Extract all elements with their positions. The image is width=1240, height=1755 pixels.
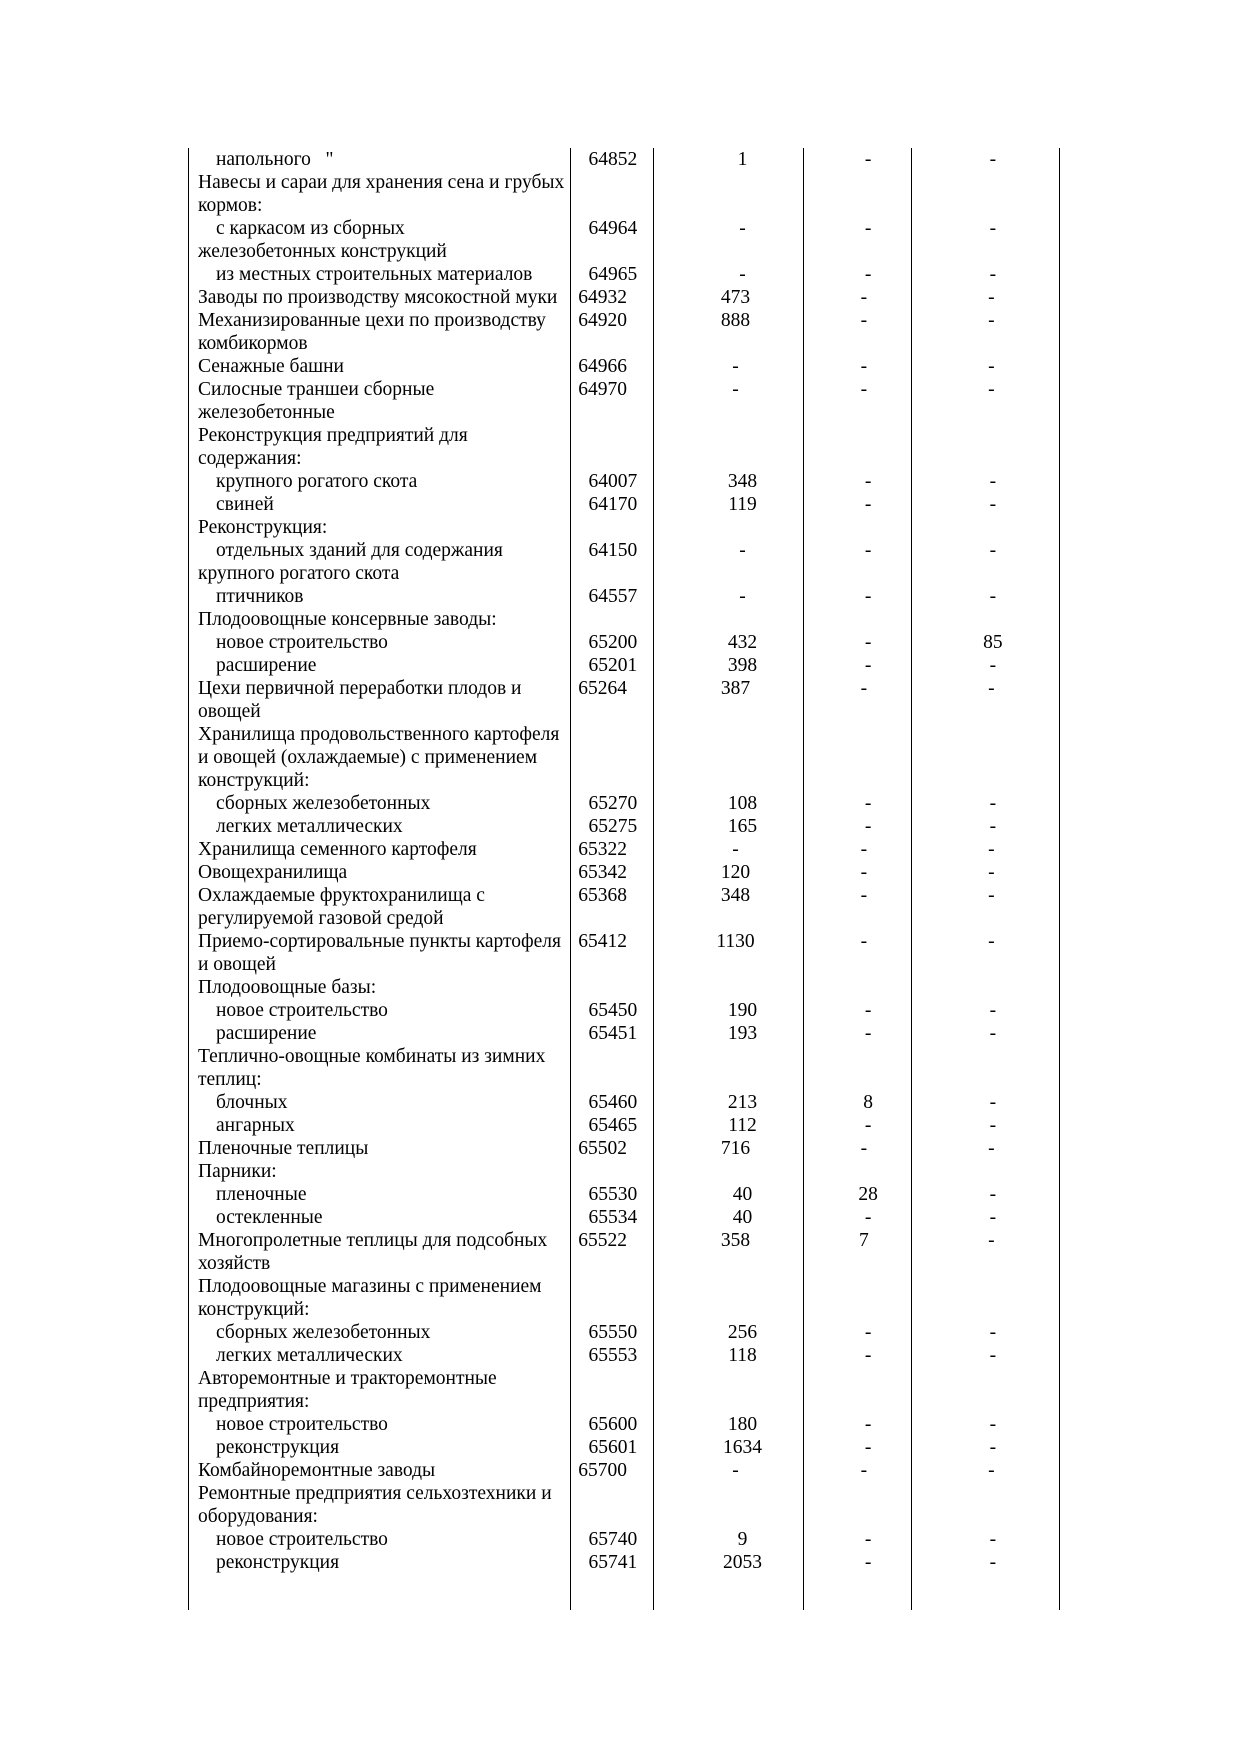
row-value-1: 398 xyxy=(727,655,758,676)
row-code: 64920 xyxy=(578,310,628,331)
table-row xyxy=(188,1114,1065,1137)
row-name xyxy=(188,286,568,309)
row-value-2: - xyxy=(864,1322,872,1343)
table-row xyxy=(188,792,1065,815)
row-code: 65502 xyxy=(578,1138,628,1159)
row-value-3: - xyxy=(988,1138,995,1159)
row-value-3: - xyxy=(989,1023,997,1044)
row-name-text: реконструкция xyxy=(216,1437,340,1458)
row-value-2: - xyxy=(864,1000,872,1021)
row-name-text: Цехи первичной переработки плодов и овощей xyxy=(198,678,527,722)
row-name-text: новое строительство xyxy=(216,1414,388,1435)
table-row xyxy=(188,585,1065,608)
row-name xyxy=(188,1551,579,1574)
row-code: 65451 xyxy=(588,1023,638,1044)
row-value-3: - xyxy=(989,655,997,676)
row-name xyxy=(188,884,568,930)
row-name xyxy=(188,1229,568,1275)
row-name-text: остекленные xyxy=(216,1207,323,1228)
row-value-1: 108 xyxy=(727,793,758,814)
row-value-2: - xyxy=(860,356,868,377)
row-name-text: Пленочные теплицы xyxy=(198,1138,369,1159)
row-name xyxy=(188,1183,579,1206)
row-code: 65741 xyxy=(588,1552,638,1573)
row-name-continuation: железобетонных конструкций xyxy=(198,241,447,262)
row-value-1: 716 xyxy=(720,1138,751,1159)
row-code: 64970 xyxy=(578,379,628,400)
row-name xyxy=(188,930,568,976)
row-name xyxy=(188,493,579,516)
row-value-3: - xyxy=(989,1184,997,1205)
table-row xyxy=(188,1413,1065,1436)
row-value-3: - xyxy=(989,1552,997,1573)
row-value-2: - xyxy=(860,1460,868,1481)
row-value-2: - xyxy=(864,264,872,285)
row-name xyxy=(188,424,568,470)
row-name xyxy=(188,1022,579,1045)
row-value-1: 432 xyxy=(727,632,758,653)
row-value-2: - xyxy=(864,494,872,515)
row-code: 65700 xyxy=(578,1460,628,1481)
row-value-2: - xyxy=(860,379,868,400)
row-code: 65201 xyxy=(588,655,638,676)
row-name xyxy=(188,378,568,424)
row-value-3: - xyxy=(989,1207,997,1228)
row-name-text: напольного " xyxy=(216,149,334,170)
table-row xyxy=(188,309,1065,355)
row-name-text: Авторемонтные и тракторемонтные предприятия: xyxy=(198,1368,502,1412)
row-name-text: Навесы и сараи для хранения сена и грубых кормов: xyxy=(198,172,570,216)
row-name-text: новое строительство xyxy=(216,632,388,653)
row-value-2: - xyxy=(864,1529,872,1550)
row-name-text: Хранилища продовольственного картофеля и овощей (охлаждаемые) с применением конструкций: xyxy=(198,724,565,791)
row-value-3: - xyxy=(988,287,995,308)
row-name xyxy=(188,217,579,263)
row-value-3: - xyxy=(989,471,997,492)
table-row xyxy=(188,286,1065,309)
row-name-text: Заводы по производству мясокостной муки xyxy=(198,287,558,308)
row-value-2: - xyxy=(864,149,872,170)
row-value-3: - xyxy=(989,1092,997,1113)
row-name-text: Плодоовощные базы: xyxy=(198,977,377,998)
row-value-1: 888 xyxy=(720,310,751,331)
row-name-text: отдельных зданий для содержания xyxy=(216,540,503,561)
row-name-text: легких металлических xyxy=(216,816,403,837)
row-value-1: - xyxy=(739,586,746,607)
row-value-1: 1634 xyxy=(722,1437,762,1458)
row-name-text: реконструкция xyxy=(216,1552,340,1573)
row-value-2: - xyxy=(864,1207,872,1228)
row-name xyxy=(188,1275,568,1321)
row-value-1: - xyxy=(732,379,739,400)
row-name-continuation: крупного рогатого скота xyxy=(198,563,400,584)
row-value-1: 40 xyxy=(732,1207,753,1228)
row-name xyxy=(188,470,579,493)
row-value-1: 180 xyxy=(727,1414,758,1435)
row-value-2: - xyxy=(864,793,872,814)
table-row xyxy=(188,884,1065,930)
row-name xyxy=(188,861,568,884)
row-name-text: новое строительство xyxy=(216,1529,388,1550)
row-name-text: Парники: xyxy=(198,1161,277,1182)
row-name xyxy=(188,654,579,677)
row-code: 65522 xyxy=(578,1230,628,1251)
row-name xyxy=(188,1045,568,1091)
row-name-text: пленочные xyxy=(216,1184,307,1205)
row-value-1: 118 xyxy=(728,1345,757,1366)
table-row xyxy=(188,815,1065,838)
row-value-1: - xyxy=(732,356,739,377)
row-code: 65530 xyxy=(588,1184,638,1205)
row-value-2: - xyxy=(864,1437,872,1458)
row-code: 65465 xyxy=(588,1115,638,1136)
row-name xyxy=(188,171,568,217)
row-name-text: с каркасом из сборных xyxy=(216,218,405,239)
row-value-1: 358 xyxy=(720,1230,751,1251)
row-code: 65553 xyxy=(588,1345,638,1366)
row-name xyxy=(188,1321,579,1344)
row-value-3: - xyxy=(989,1000,997,1021)
row-name xyxy=(188,539,579,585)
row-value-1: 119 xyxy=(728,494,757,515)
row-value-1: 387 xyxy=(720,678,751,699)
table-row xyxy=(188,723,1065,792)
row-name-text: Плодоовощные консервные заводы: xyxy=(198,609,497,630)
row-value-2: - xyxy=(864,471,872,492)
row-value-3: - xyxy=(989,264,997,285)
row-value-2: - xyxy=(860,1138,868,1159)
table-row xyxy=(188,1183,1065,1206)
row-code: 65600 xyxy=(588,1414,638,1435)
table-row xyxy=(188,654,1065,677)
table-row xyxy=(188,1275,1065,1321)
row-value-2: - xyxy=(864,540,872,561)
row-name-text: Силосные траншеи сборные железобетонные xyxy=(198,379,440,423)
row-name-text: блочных xyxy=(216,1092,288,1113)
row-value-1: 120 xyxy=(720,862,751,883)
table-row xyxy=(188,976,1065,999)
row-name-text: птичников xyxy=(216,586,304,607)
row-name xyxy=(188,1413,579,1436)
row-value-1: - xyxy=(739,540,746,561)
row-value-3: - xyxy=(988,931,995,952)
row-value-3: - xyxy=(989,218,997,239)
row-value-3: - xyxy=(988,885,995,906)
table-row xyxy=(188,838,1065,861)
table-row xyxy=(188,930,1065,976)
row-name-text: Ремонтные предприятия сельхозтехники и оборудования: xyxy=(198,1483,557,1527)
row-value-3: - xyxy=(988,379,995,400)
table-row xyxy=(188,355,1065,378)
row-code: 64966 xyxy=(578,356,628,377)
row-value-2: - xyxy=(864,655,872,676)
row-code: 65200 xyxy=(588,632,638,653)
row-name xyxy=(188,309,568,355)
row-value-1: 112 xyxy=(728,1115,757,1136)
table-row xyxy=(188,171,1065,217)
row-code: 64852 xyxy=(588,149,638,170)
row-name xyxy=(188,723,568,792)
row-value-2: - xyxy=(864,1345,872,1366)
row-code: 65534 xyxy=(588,1207,638,1228)
table-row xyxy=(188,217,1065,263)
row-name xyxy=(188,1091,579,1114)
row-code: 64007 xyxy=(588,471,638,492)
row-value-3: - xyxy=(989,149,997,170)
row-name xyxy=(188,838,568,861)
table-row xyxy=(188,1022,1065,1045)
row-code: 65275 xyxy=(588,816,638,837)
row-name-text: Механизированные цехи по производству комбикормов xyxy=(198,310,551,354)
row-name-text: свиней xyxy=(216,494,274,515)
row-value-3: - xyxy=(989,586,997,607)
table-row xyxy=(188,677,1065,723)
row-code: 65460 xyxy=(588,1092,638,1113)
row-value-2: - xyxy=(860,287,868,308)
table-row xyxy=(188,1229,1065,1275)
row-name xyxy=(188,1344,579,1367)
row-name-text: Плодоовощные магазины с применением конструкций: xyxy=(198,1276,547,1320)
row-value-2: - xyxy=(860,839,868,860)
row-code: 65270 xyxy=(588,793,638,814)
row-name-text: Комбайноремонтные заводы xyxy=(198,1460,436,1481)
table-row xyxy=(188,470,1065,493)
row-code: 65601 xyxy=(588,1437,638,1458)
row-name xyxy=(188,1367,568,1413)
row-value-3: - xyxy=(989,1437,997,1458)
table-row xyxy=(188,493,1065,516)
table-row xyxy=(188,1528,1065,1551)
row-value-3: - xyxy=(989,540,997,561)
row-value-3: - xyxy=(989,1345,997,1366)
row-value-2: - xyxy=(860,310,868,331)
row-value-2: 7 xyxy=(859,1230,869,1251)
table-row xyxy=(188,1551,1065,1574)
table-row xyxy=(188,263,1065,286)
row-code: 64932 xyxy=(578,287,628,308)
row-code: 64557 xyxy=(588,586,638,607)
row-name xyxy=(188,631,579,654)
row-value-2: 8 xyxy=(863,1092,874,1113)
table-row xyxy=(188,631,1065,654)
row-name-text: Теплично-овощные комбинаты из зимних теплиц: xyxy=(198,1046,551,1090)
table-row xyxy=(188,1482,1065,1528)
table-row xyxy=(188,1367,1065,1413)
row-value-2: - xyxy=(864,1115,872,1136)
row-code: 65450 xyxy=(588,1000,638,1021)
row-name-text: ангарных xyxy=(216,1115,295,1136)
row-value-1: 40 xyxy=(732,1184,753,1205)
table-row xyxy=(188,1459,1065,1482)
row-name-text: Реконструкция предприятий для содержания: xyxy=(198,425,473,469)
row-name xyxy=(188,1114,579,1137)
row-name-text: Приемо-сортировальные пункты картофеля и овощей xyxy=(198,931,566,975)
table-row xyxy=(188,1045,1065,1091)
row-value-2: - xyxy=(864,218,872,239)
row-name xyxy=(188,1459,568,1482)
row-value-3: - xyxy=(989,1115,997,1136)
row-name-text: расширение xyxy=(216,655,317,676)
row-value-1: 1130 xyxy=(716,931,755,952)
row-name-text: Овощехранилища xyxy=(198,862,348,883)
row-value-1: 348 xyxy=(727,471,758,492)
row-value-1: 1 xyxy=(737,149,748,170)
row-code: 64964 xyxy=(588,218,638,239)
row-value-2: - xyxy=(860,678,868,699)
table-row xyxy=(188,516,1065,539)
table-row xyxy=(188,1091,1065,1114)
table-row xyxy=(188,539,1065,585)
row-name-text: легких металлических xyxy=(216,1345,403,1366)
row-code: 64965 xyxy=(588,264,638,285)
row-value-1: 9 xyxy=(737,1529,748,1550)
row-value-2: - xyxy=(864,586,872,607)
row-code: 65740 xyxy=(588,1529,638,1550)
table-row xyxy=(188,999,1065,1022)
row-name-text: Многопролетные теплицы для подсобных хозяйств xyxy=(198,1230,553,1274)
row-name-text: расширение xyxy=(216,1023,317,1044)
data-table xyxy=(188,148,1065,1574)
row-name xyxy=(188,1436,579,1459)
row-value-3: - xyxy=(989,1322,997,1343)
row-name-text: Сенажные башни xyxy=(198,356,344,377)
row-name xyxy=(188,608,568,631)
row-value-1: 190 xyxy=(727,1000,758,1021)
row-name xyxy=(188,355,568,378)
table-row xyxy=(188,1321,1065,1344)
row-name-text: сборных железобетонных xyxy=(216,793,431,814)
row-value-1: 348 xyxy=(720,885,751,906)
table-row xyxy=(188,1344,1065,1367)
row-name xyxy=(188,1482,568,1528)
table-row xyxy=(188,148,1065,171)
row-value-1: - xyxy=(739,264,746,285)
row-value-2: - xyxy=(860,885,868,906)
row-value-3: - xyxy=(989,1529,997,1550)
row-name xyxy=(188,999,579,1022)
row-value-3: - xyxy=(988,1230,995,1251)
row-value-3: - xyxy=(988,310,995,331)
table-row xyxy=(188,378,1065,424)
table-row xyxy=(188,1436,1065,1459)
row-value-1: 193 xyxy=(727,1023,758,1044)
row-value-1: 213 xyxy=(727,1092,758,1113)
row-name-text: Реконструкция: xyxy=(198,517,328,538)
table-row xyxy=(188,1160,1065,1183)
row-value-3: 85 xyxy=(983,632,1003,653)
row-code: 65342 xyxy=(578,862,628,883)
row-value-3: - xyxy=(989,816,997,837)
row-name xyxy=(188,1137,568,1160)
table-row xyxy=(188,1206,1065,1229)
table-row xyxy=(188,1137,1065,1160)
row-value-2: - xyxy=(860,931,868,952)
row-value-3: - xyxy=(988,678,995,699)
row-value-2: - xyxy=(864,1023,872,1044)
table-row xyxy=(188,861,1065,884)
row-name xyxy=(188,677,568,723)
row-code: 65368 xyxy=(578,885,628,906)
row-value-1: 165 xyxy=(727,816,758,837)
row-value-3: - xyxy=(989,1414,997,1435)
table-row xyxy=(188,608,1065,631)
table-row xyxy=(188,424,1065,470)
row-code: 65412 xyxy=(578,931,628,952)
row-value-1: 2053 xyxy=(722,1552,762,1573)
row-value-3: - xyxy=(988,839,995,860)
row-name-text: новое строительство xyxy=(216,1000,388,1021)
row-name-text: сборных железобетонных xyxy=(216,1322,431,1343)
row-name-text: Охлаждаемые фруктохранилища с регулируемой газовой средой xyxy=(198,885,490,929)
row-value-1: 473 xyxy=(720,287,751,308)
row-name xyxy=(188,1528,579,1551)
row-value-3: - xyxy=(988,862,995,883)
row-value-1: - xyxy=(732,1460,739,1481)
row-name xyxy=(188,815,579,838)
row-value-2: - xyxy=(864,632,872,653)
row-name xyxy=(188,1206,579,1229)
row-name xyxy=(188,516,568,539)
row-code: 64150 xyxy=(588,540,638,561)
row-name-text: Хранилища семенного картофеля xyxy=(198,839,477,860)
row-value-3: - xyxy=(988,1460,995,1481)
row-value-1: - xyxy=(739,218,746,239)
row-code: 65264 xyxy=(578,678,628,699)
row-value-2: 28 xyxy=(858,1184,878,1205)
row-value-2: - xyxy=(860,862,868,883)
row-name xyxy=(188,263,579,286)
row-value-1: 256 xyxy=(727,1322,758,1343)
row-name-text: из местных строительных материалов xyxy=(216,264,533,285)
row-name xyxy=(188,148,579,171)
row-code: 64170 xyxy=(588,494,638,515)
row-code: 65550 xyxy=(588,1322,638,1343)
row-name-text: крупного рогатого скота xyxy=(216,471,418,492)
row-name xyxy=(188,585,579,608)
row-value-2: - xyxy=(864,1552,872,1573)
row-name xyxy=(188,1160,568,1183)
row-code: 65322 xyxy=(578,839,628,860)
row-value-3: - xyxy=(989,793,997,814)
row-name xyxy=(188,792,579,815)
row-value-2: - xyxy=(864,816,872,837)
row-value-2: - xyxy=(864,1414,872,1435)
row-name xyxy=(188,976,568,999)
row-value-1: - xyxy=(732,839,739,860)
row-value-3: - xyxy=(988,356,995,377)
row-value-3: - xyxy=(989,494,997,515)
